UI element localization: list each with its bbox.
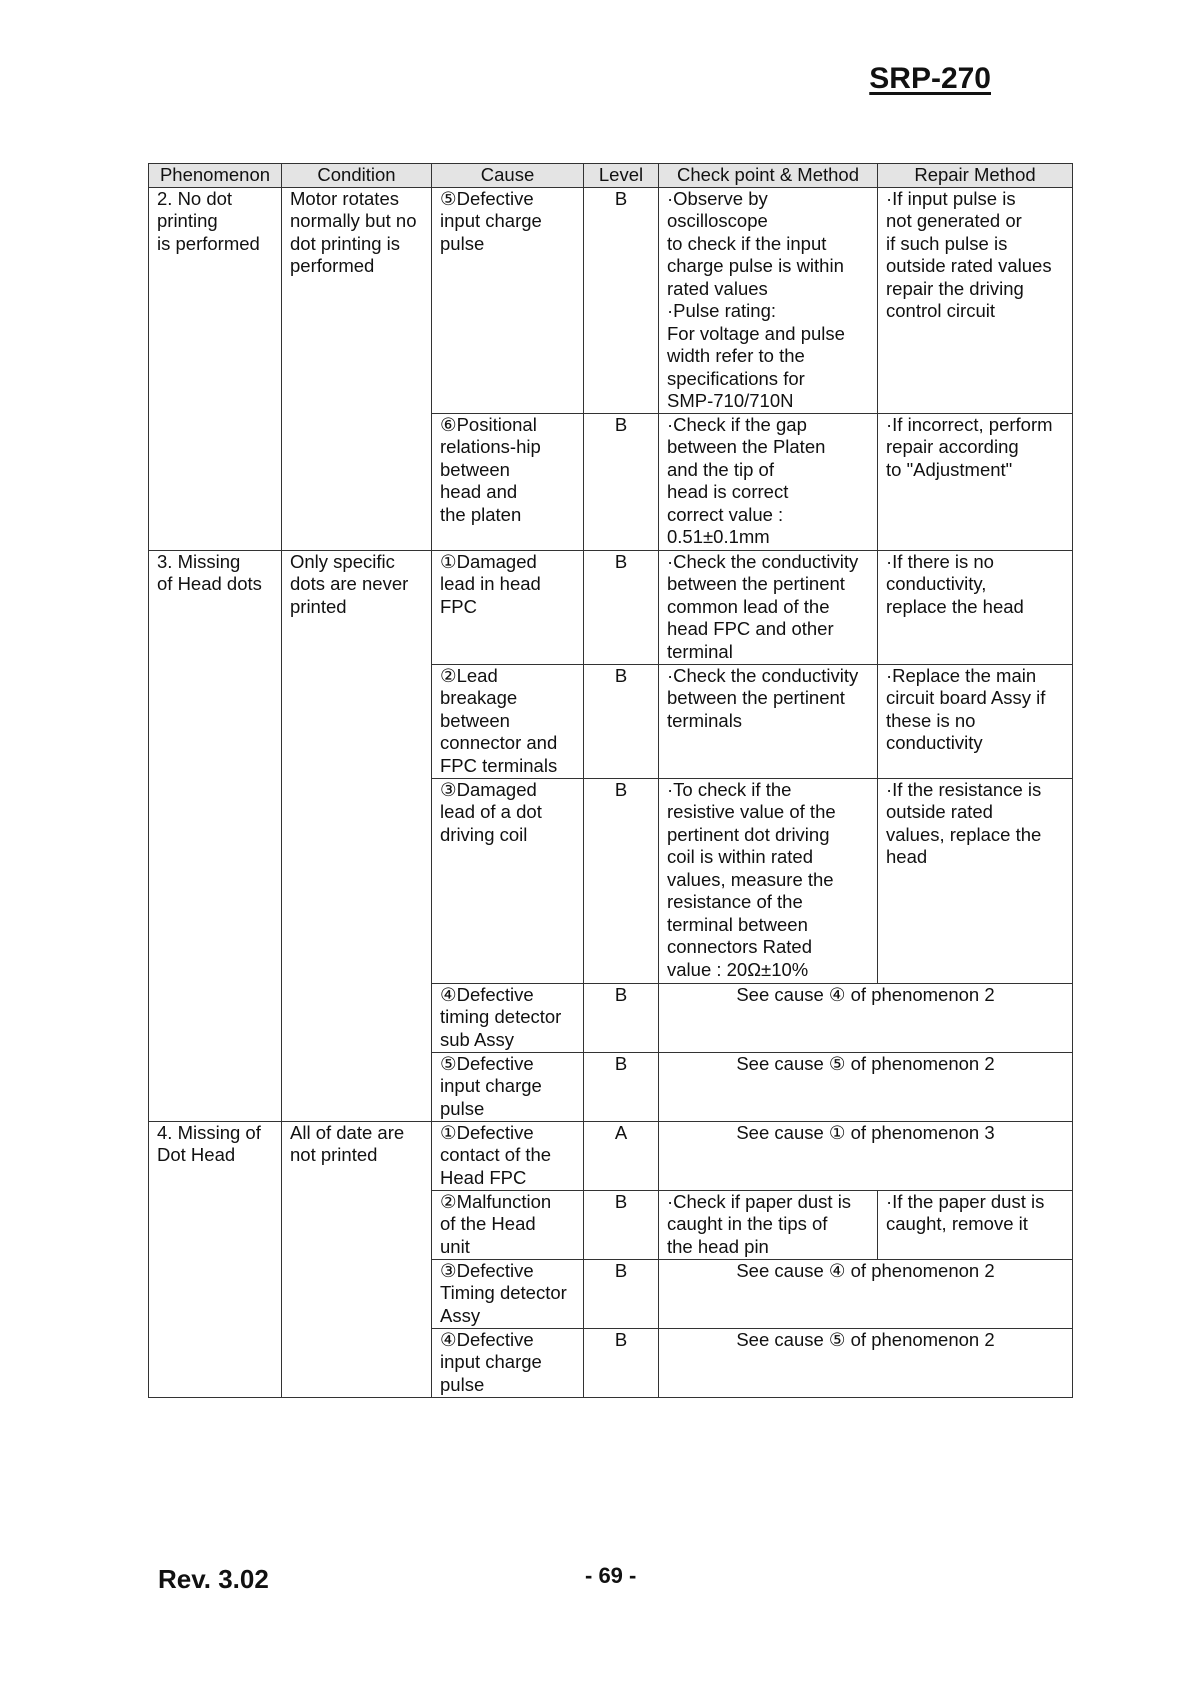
column-header-condition: Condition <box>282 164 432 188</box>
see-reference-cell: See cause ⑤ of phenomenon 2 <box>659 1328 1073 1397</box>
repair-method-cell: ·If incorrect, perform repair according to "Adjustment" <box>878 413 1073 550</box>
level-cell: B <box>584 664 659 778</box>
condition-cell: Motor rotates normally but no dot printing is performed <box>282 187 432 550</box>
level-cell: B <box>584 550 659 664</box>
check-method-cell: ·Check the conductivity between the pertinent terminals <box>659 664 878 778</box>
check-method-cell: ·Check if the gap between the Platen and the tip of head is correct correct value : 0.51±0.1mm <box>659 413 878 550</box>
see-reference-cell: See cause ① of phenomenon 3 <box>659 1121 1073 1190</box>
cause-cell: ②Malfunction of the Head unit <box>432 1190 584 1259</box>
cause-cell: ①Defective contact of the Head FPC <box>432 1121 584 1190</box>
cause-cell: ③Defective Timing detector Assy <box>432 1259 584 1328</box>
see-reference-cell: See cause ⑤ of phenomenon 2 <box>659 1052 1073 1121</box>
cause-cell: ④Defective input charge pulse <box>432 1328 584 1397</box>
table-row <box>149 1121 1073 1190</box>
table-row <box>149 187 1073 413</box>
cause-cell: ②Lead breakage between connector and FPC terminals <box>432 664 584 778</box>
cause-cell: ⑤Defective input charge pulse <box>432 1052 584 1121</box>
check-method-cell: ·Check the conductivity between the pertinent common lead of the head FPC and other terminal <box>659 550 878 664</box>
column-header-check-method: Check point & Method <box>659 164 878 188</box>
check-method-cell: ·Observe by oscilloscope to check if the input charge pulse is within rated values ·Pulse rating: For voltage and pulse width refer to the specifications for SMP-710/710N <box>659 187 878 413</box>
level-cell: B <box>584 1052 659 1121</box>
repair-method-cell: ·If there is no conductivity, replace the head <box>878 550 1073 664</box>
phenomenon-cell: 3. Missing of Head dots <box>149 550 282 1121</box>
level-cell: B <box>584 778 659 983</box>
see-reference-cell: See cause ④ of phenomenon 2 <box>659 1259 1073 1328</box>
table-row <box>149 550 1073 664</box>
condition-cell: Only specific dots are never printed <box>282 550 432 1121</box>
level-cell: A <box>584 1121 659 1190</box>
condition-cell: All of date are not printed <box>282 1121 432 1397</box>
level-cell: B <box>584 1190 659 1259</box>
document-model-title: SRP-270 <box>869 62 991 95</box>
see-reference-cell: See cause ④ of phenomenon 2 <box>659 983 1073 1052</box>
repair-method-cell: ·If the resistance is outside rated values, replace the head <box>878 778 1073 983</box>
level-cell: B <box>584 187 659 413</box>
phenomenon-cell: 2. No dot printing is performed <box>149 187 282 550</box>
column-header-level: Level <box>584 164 659 188</box>
table-header-row <box>149 164 1073 188</box>
repair-method-cell: ·Replace the main circuit board Assy if these is no conductivity <box>878 664 1073 778</box>
column-header-phenomenon: Phenomenon <box>149 164 282 188</box>
level-cell: B <box>584 1259 659 1328</box>
repair-method-cell: ·If input pulse is not generated or if such pulse is outside rated values repair the driving control circuit <box>878 187 1073 413</box>
cause-cell: ③Damaged lead of a dot driving coil <box>432 778 584 983</box>
cause-cell: ⑥Positional relations-hip between head and the platen <box>432 413 584 550</box>
cause-cell: ⑤Defective input charge pulse <box>432 187 584 413</box>
check-method-cell: ·Check if paper dust is caught in the tips of the head pin <box>659 1190 878 1259</box>
level-cell: B <box>584 983 659 1052</box>
cause-cell: ④Defective timing detector sub Assy <box>432 983 584 1052</box>
column-header-cause: Cause <box>432 164 584 188</box>
column-header-repair-method: Repair Method <box>878 164 1073 188</box>
check-method-cell: ·To check if the resistive value of the pertinent dot driving coil is within rated values, measure the resistance of the terminal between connectors Rated value : 20Ω±10% <box>659 778 878 983</box>
phenomenon-cell: 4. Missing of Dot Head <box>149 1121 282 1397</box>
repair-method-cell: ·If the paper dust is caught, remove it <box>878 1190 1073 1259</box>
level-cell: B <box>584 1328 659 1397</box>
page-number: - 69 - <box>585 1563 637 1588</box>
revision-label: Rev. 3.02 <box>158 1564 269 1594</box>
troubleshooting-table <box>148 163 1073 1398</box>
level-cell: B <box>584 413 659 550</box>
cause-cell: ①Damaged lead in head FPC <box>432 550 584 664</box>
